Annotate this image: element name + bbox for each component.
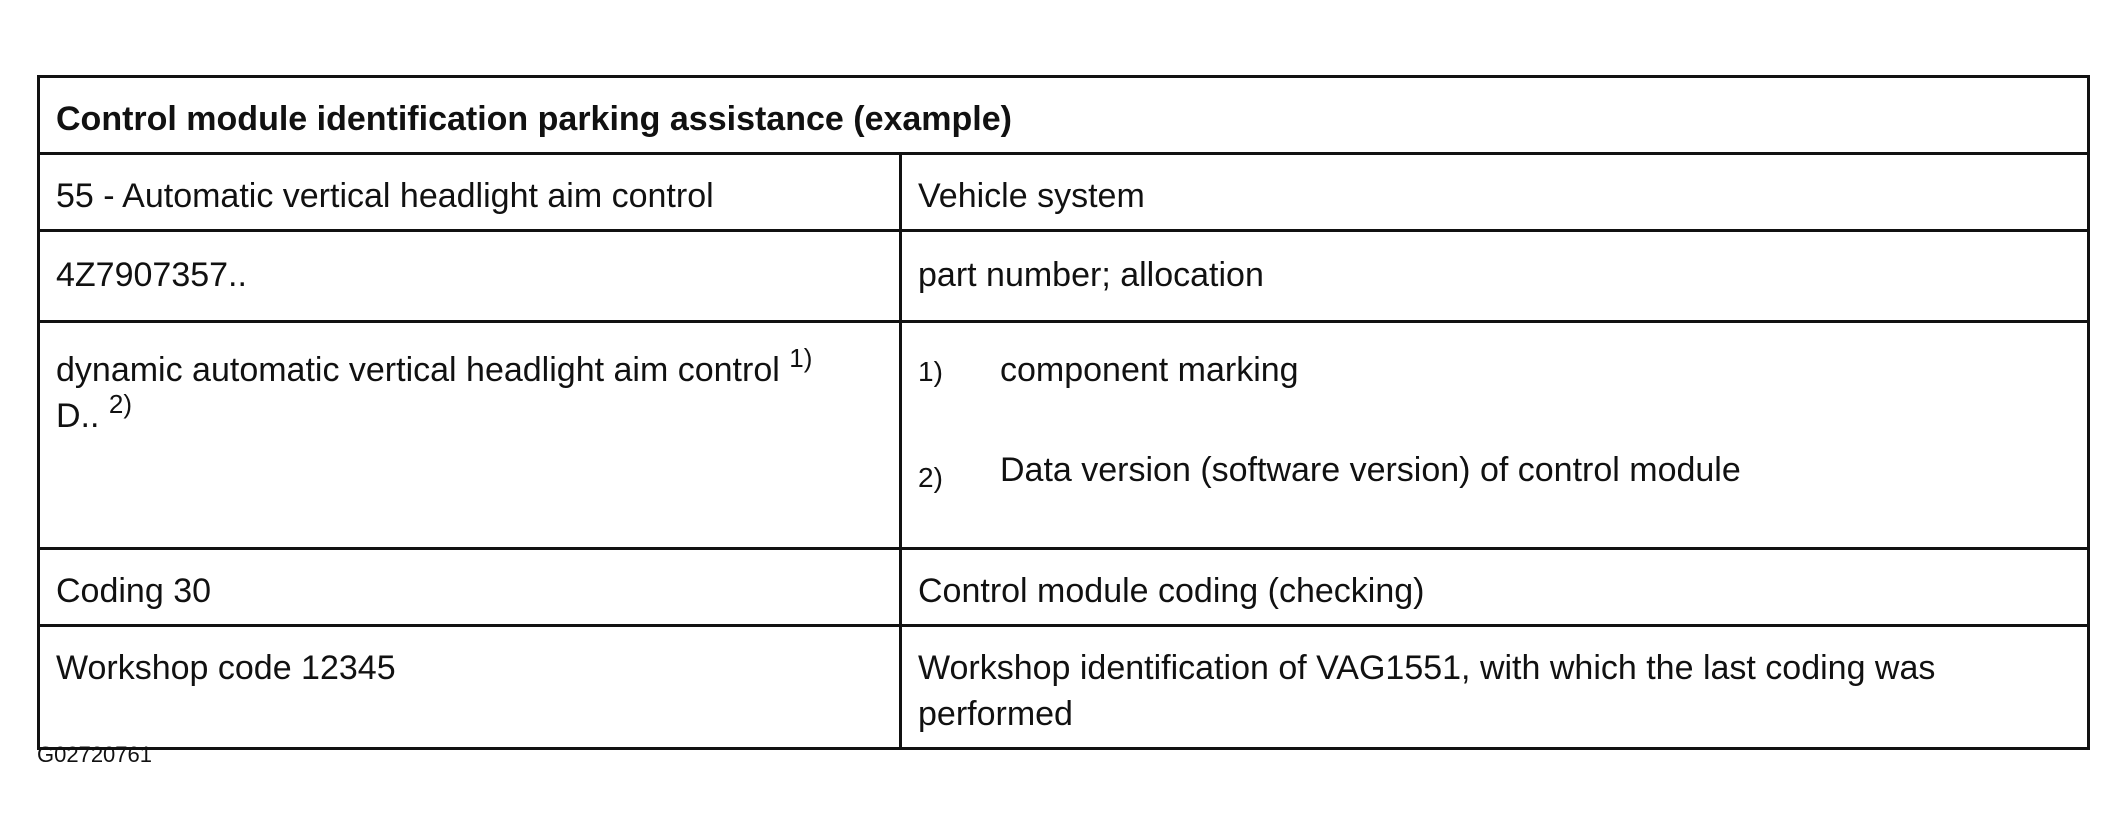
table-title: Control module identification parking assistance (example): [56, 100, 1012, 138]
data-version-text: D..: [56, 397, 100, 435]
workshop-code-label: Workshop identification of VAG1551, with which the last coding was performed: [918, 649, 1936, 733]
footnote-list: [918, 347, 2071, 537]
figure-id: G02720761: [37, 742, 152, 767]
component-marking-text: dynamic automatic vertical headlight aim control: [56, 351, 780, 389]
table-title-cell: [39, 77, 2089, 154]
table-cell-right: [901, 154, 2089, 231]
footnote-cell: [902, 323, 2087, 547]
table-cell-right: [901, 549, 2089, 626]
footnote-ref-1: 1): [789, 343, 813, 373]
table-cell-left: [39, 626, 901, 749]
table-cell-right: [901, 626, 2089, 749]
workshop-code-value: Workshop code 12345: [56, 649, 396, 687]
table-title-row: [39, 77, 2089, 154]
vehicle-system-value: 55 - Automatic vertical headlight aim control: [56, 177, 714, 215]
coding-value: Coding 30: [56, 572, 212, 610]
coding-label: Control module coding (checking): [918, 572, 1425, 610]
vehicle-system-label: Vehicle system: [918, 177, 1145, 215]
table-cell-right: [901, 322, 2089, 549]
part-number-label: part number; allocation: [918, 256, 1264, 294]
part-number-value: 4Z7907357..: [56, 256, 247, 294]
table-row: [39, 626, 2089, 749]
footnote-text: Data version (software version) of control module: [1000, 451, 1741, 489]
table-cell-left: [39, 154, 901, 231]
table-cell-right: [901, 231, 2089, 322]
table-row: [39, 231, 2089, 322]
table-row: [39, 154, 2089, 231]
footnote-number: 2): [918, 462, 943, 493]
table-row: [39, 322, 2089, 549]
identification-table: [37, 75, 2090, 750]
footnote-number: 1): [918, 356, 943, 387]
table-cell-left: [39, 322, 901, 549]
table-cell-left: [39, 549, 901, 626]
table-cell-left: [39, 231, 901, 322]
footnote-text: component marking: [1000, 351, 1299, 389]
table-row: [39, 549, 2089, 626]
component-marking-value: [40, 323, 899, 449]
footnote-ref-2: 2): [108, 389, 133, 419]
